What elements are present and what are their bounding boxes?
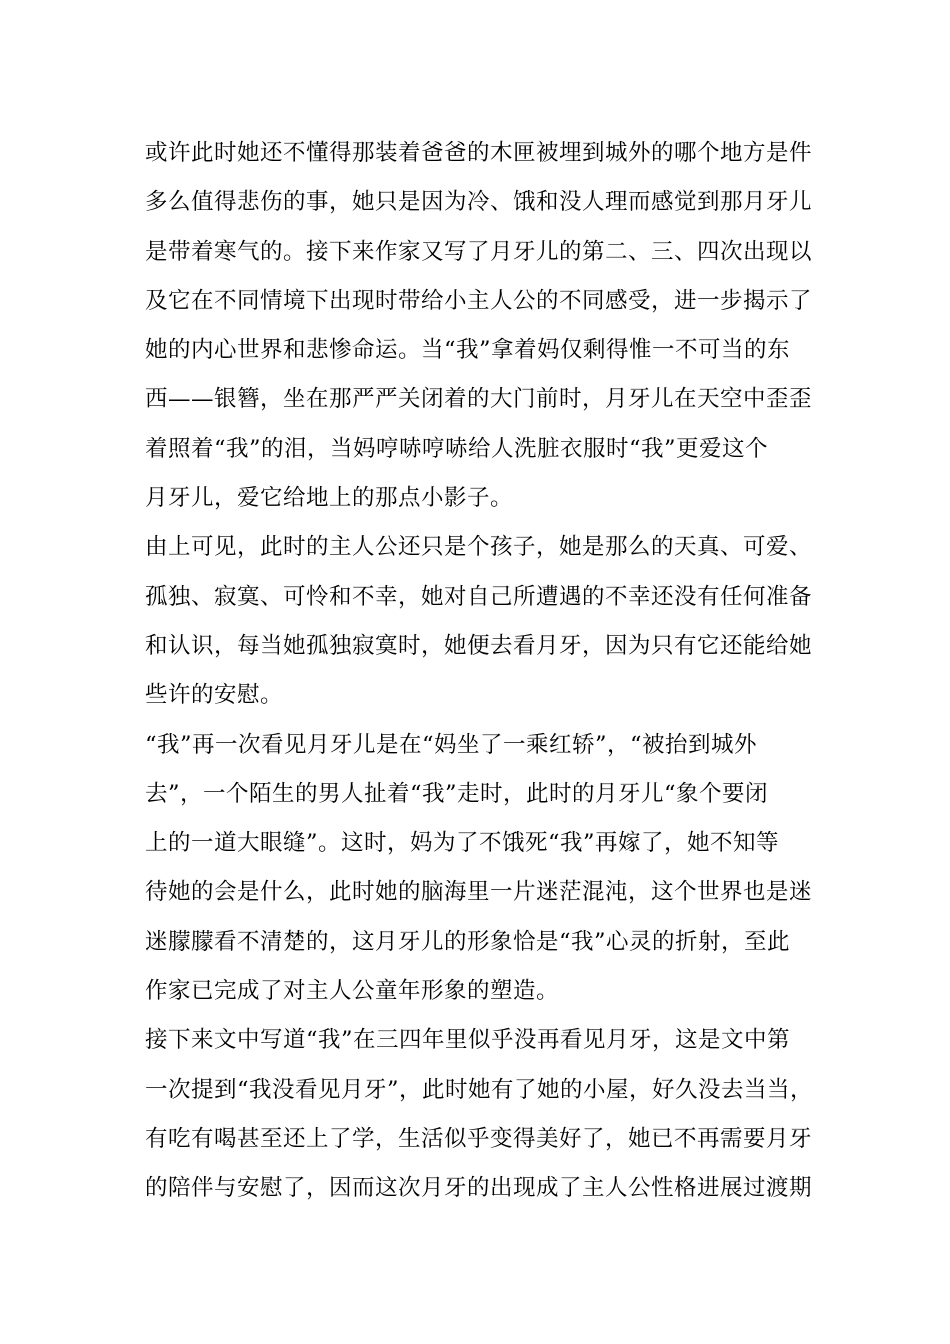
text-line: 或许此时她还不懂得那装着爸爸的木匣被埋到城外的哪个地方是件 xyxy=(145,140,813,166)
text-line: 是带着寒气的。接下来作家又写了月牙儿的第二、三、四次出现以 xyxy=(145,238,813,265)
body-text xyxy=(145,129,825,1214)
text-line: 和认识，每当她孤独寂寞时，她便去看月牙，因为只有它还能给她 xyxy=(145,632,813,659)
text-line: 她的内心世界和悲惨命运。当“我”拿着妈仅剩得惟一不可当的东 xyxy=(145,337,791,364)
text-line: 的陪伴与安慰了，因而这次月牙的出现成了主人公性格进展过渡期 xyxy=(145,1175,813,1202)
text-line: 有吃有喝甚至还上了学，生活似乎变得美好了，她已不再需要月牙 xyxy=(145,1125,813,1152)
text-line: 上的一道大眼缝”。这时，妈为了不饿死“我”再嫁了，她不知等 xyxy=(145,830,780,857)
text-line: 多么值得悲伤的事，她只是因为冷、饿和没人理而感觉到那月牙儿 xyxy=(145,189,813,216)
text-line: 接下来文中写道“我”在三四年里似乎没再看见月牙，这是文中第 xyxy=(145,1027,791,1054)
text-line: 待她的会是什么，此时她的脑海里一片迷茫混沌，这个世界也是迷 xyxy=(145,879,813,906)
text-line: 及它在不同情境下出现时带给小主人公的不同感受，进一步揭示了 xyxy=(145,287,813,314)
text-line: “我”再一次看见月牙儿是在“妈坐了一乘红轿”，“被抬到城外 xyxy=(145,731,758,758)
text-line: 月牙儿，爱它给地上的那点小影子。 xyxy=(145,485,514,512)
text-line: 西——银簪，坐在那严严关闭着的大门前时，月牙儿在天空中歪歪 xyxy=(145,386,813,413)
text-line: 些许的安慰。 xyxy=(145,682,284,709)
text-line: 由上可见，此时的主人公还只是个孩子，她是那么的天真、可爱、 xyxy=(145,534,813,561)
text-line: 一次提到“我没看见月牙”，此时她有了她的小屋，好久没去当当， xyxy=(145,1076,814,1103)
text-line: 去”，一个陌生的男人扯着“我”走时，此时的月牙儿“象个要闭 xyxy=(145,780,769,807)
text-line: 着照着“我”的泪，当妈哼哧哼哧给人洗脏衣服时“我”更爱这个 xyxy=(145,435,769,462)
text-line: 作家已完成了对主人公童年形象的塑造。 xyxy=(145,978,560,1005)
text-line: 孤独、寂寞、可怜和不幸，她对自己所遭遇的不幸还没有任何准备 xyxy=(145,583,813,610)
text-line: 迷朦朦看不清楚的，这月牙儿的形象恰是“我”心灵的折射，至此 xyxy=(145,928,791,955)
